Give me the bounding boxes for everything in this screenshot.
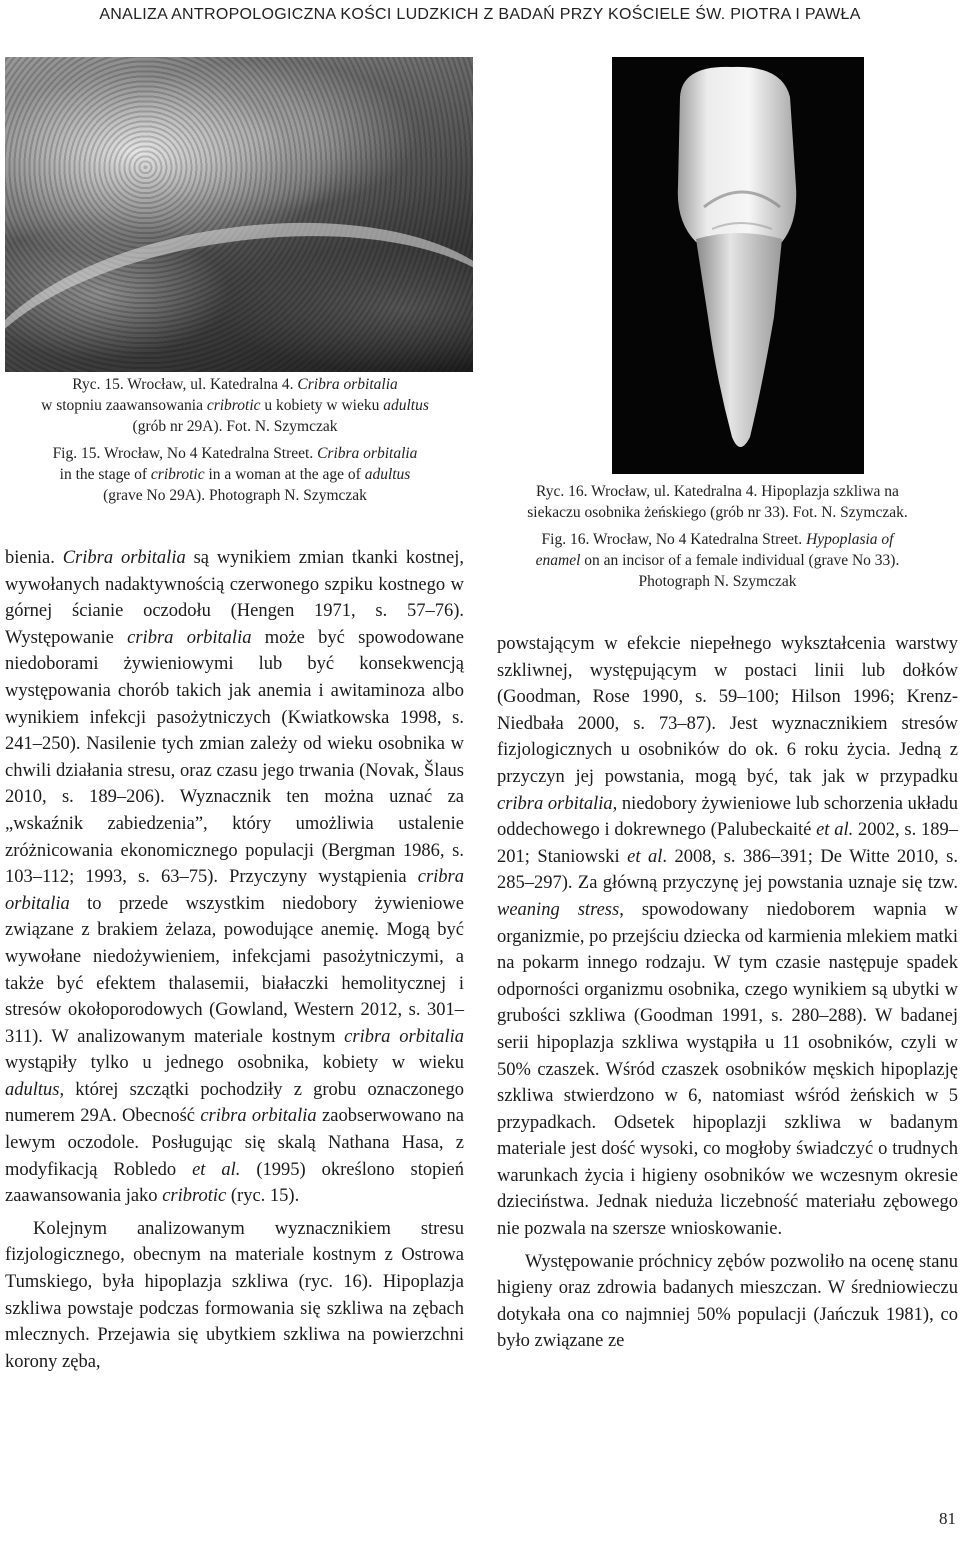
- figure-15-caption-pl: Ryc. 15. Wrocław, ul. Katedralna 4. Cribra orbitalia w stopniu zaawansowania cribrotic u kobiety w wieku adultus (grób nr 29A). Fot. N. Szymczak: [41, 376, 429, 435]
- figure-16-tooth-photo: [612, 57, 864, 474]
- italic-term: Cribra orbitalia: [297, 376, 398, 393]
- running-header: ANALIZA ANTROPOLOGICZNA KOŚCI LUDZKICH Z BADAŃ PRZY KOŚCIELE ŚW. PIOTRA I PAWŁA: [99, 6, 861, 23]
- figure-15-caption: [20, 374, 450, 506]
- paragraph: Występowanie próchnicy zębów pozwoliło na ocenę stanu higieny oraz zdrowia badanych mieszczan. W średniowieczu dotykała ona co najmniej 50% populacji (Jańczuk 1981), co było związane ze: [497, 1251, 958, 1352]
- figure-16-caption-pl: Ryc. 16. Wrocław, ul. Katedralna 4. Hipoplazja szkliwa na siekaczu osobnika żeńskiego (grób nr 33). Fot. N. Szymczak.: [527, 483, 908, 521]
- figure-15-skull-photo: [5, 57, 473, 372]
- italic-term: Cribra orbitalia: [62, 548, 186, 568]
- italic-term: cribra orbitalia: [200, 1106, 317, 1127]
- italic-term: et al.: [192, 1159, 241, 1180]
- italic-term: enamel: [535, 552, 581, 569]
- italic-term: cribra orbitalia,: [497, 793, 618, 814]
- page-number: 81: [939, 1509, 956, 1528]
- italic-term: cribrotic: [206, 397, 261, 414]
- italic-term: et al: [627, 846, 663, 867]
- italic-term: adultus: [383, 397, 429, 414]
- incisor-drawing: [612, 57, 864, 474]
- paragraph: bienia. Cribra orbitalia są wynikiem zmian tkanki kostnej, wywołanych nadaktywnością czerwonego szpiku kostnego w górnej ścianie oczodołu (Hengen 1971, s. 57–76). Występowanie cribra orbitalia może być spowodowane niedoborami żywieniowymi lub być konsekwencją występowania chorób takich jak anemia i awitaminoza albo wynikiem infekcji pasożytniczych (Kwiatkowska 1998, s. 241–250). Nasilenie tych zmian zależy od wieku osobnika w chwili działania stresu, oraz czasu jego trwania (Novak, Šlaus 2010, s. 189–206). Wyznacznik ten można uznać za „wskaźnik zabiedzenia”, który umożliwia ustalenie zróżnicowania ekonomicznego populacji (Bergman 1986, s. 103–112; 1993, s. 63–75). Przyczyny wystąpienia cribra orbitalia to przede wszystkim niedobory żywieniowe związane z brakiem żelaza, powodujące anemię. Mogą być wywołane niedożywieniem, infekcjami pasożytniczymi, a także być efektem thalasemii, białaczki hemolitycznej i stresów okołoporodowych (Gowland, Western 2012, s. 301–311). W analizowanym materiale kostnym cribra orbitalia wystąpiły tylko u jednego osobnika, kobiety w wieku adultus, której szczątki pochodziły z grobu oznaczonego numerem 29A. Obecność cribra orbitalia zaobserwowano na lewym oczodole. Posługując się skalą Nathana Hasa, z modyfikacją Robledo et al. (1995) określono stopień zaawansowania jako cribrotic (ryc. 15).: [5, 548, 465, 1207]
- italic-term: Cribra orbitalia: [317, 445, 418, 462]
- italic-term: adultus: [5, 1079, 60, 1100]
- italic-term: adultus: [364, 466, 411, 483]
- italic-term: Hypoplasia of: [806, 531, 894, 548]
- figure-15-caption-en: Fig. 15. Wrocław, No 4 Katedralna Street. Cribra orbitalia in the stage of cribrotic in a woman at the age of adultus (grave No 29A). Photograph N. Szymczak: [52, 445, 418, 504]
- italic-term: et al.: [816, 820, 854, 841]
- paragraph: powstającym w efekcie niepełnego wykształcenia warstwy szkliwnej, występującym w postaci linii lub dołków (Goodman, Rose 1990, s. 59–100; Hilson 1996; Krenz-Niedbała 2000, s. 73–87). Jest wyznacznikiem stresów fizjologicznych u osobników do ok. 6 roku życia. Jedną z przyczyn jej powstania, mogą być, tak jak w przypadku cribra orbitalia, niedobory żywieniowe lub schorzenia układu oddechowego i dokrewnego (Palubeckaité et al. 2002, s. 189–201; Staniowski et al. 2008, s. 386–391; De Witte 2010, s. 285–297). Za główną przyczynę jej powstania uznaje się tzw. weaning stress, spowodowany niedoborem wapnia w organizmie, po przejściu dziecka od karmienia mlekiem matki na pokarm innego rodzaju. W tym czasie następuje spadek odporności organizmu osobnika, czego wynikiem są ubytki w grubości szkliwa (Goodman 1991, s. 280–288). W badanej serii hipoplazja szkliwa wystąpiła u 11 osobników, czyli w 50% czaszek. Wśród czaszek osobników męskich hipoplazję szkliwa stwierdzono w 6, natomiast wśród żeńskich w 5 przypadkach. Odsetek hipoplazji szkliwa w badanym materiale jest dość wysoki, co mogłoby świadczyć o trudnych warunkach życia i higieny osobników we wczesnym okresie dzieciństwa. Jednak nieduża liczebność materiału zębowego nie pozwala na szersze wnioskowanie.: [497, 634, 959, 1240]
- italic-term: cribrotic: [150, 466, 205, 483]
- italic-term: weaning stress: [497, 899, 620, 920]
- figure-16-caption-en: Fig. 16. Wrocław, No 4 Katedralna Street. Hypoplasia of enamel on an incisor of a female individual (grave No 33). Photograph N. Szymczak: [535, 531, 900, 590]
- body-column-left: [5, 545, 464, 1375]
- paragraph: Kolejnym analizowanym wyznacznikiem stresu fizjologicznego, obecnym na materiale kostnym z Ostrowa Tumskiego, była hipoplazja szkliwa (ryc. 16). Hipoplazja szkliwa powstaje podczas formowania się szkliwa na zębach mlecznych. Przejawia się ubytkiem szkliwa na powierzchni korony zęba,: [5, 1218, 464, 1372]
- body-column-right: [497, 631, 958, 1355]
- italic-term: cribra orbitalia: [5, 867, 464, 914]
- italic-term: cribra orbitalia: [344, 1026, 465, 1047]
- figure-16-caption: [475, 481, 960, 592]
- italic-term: cribra orbitalia: [127, 627, 252, 648]
- italic-term: cribrotic: [162, 1186, 227, 1207]
